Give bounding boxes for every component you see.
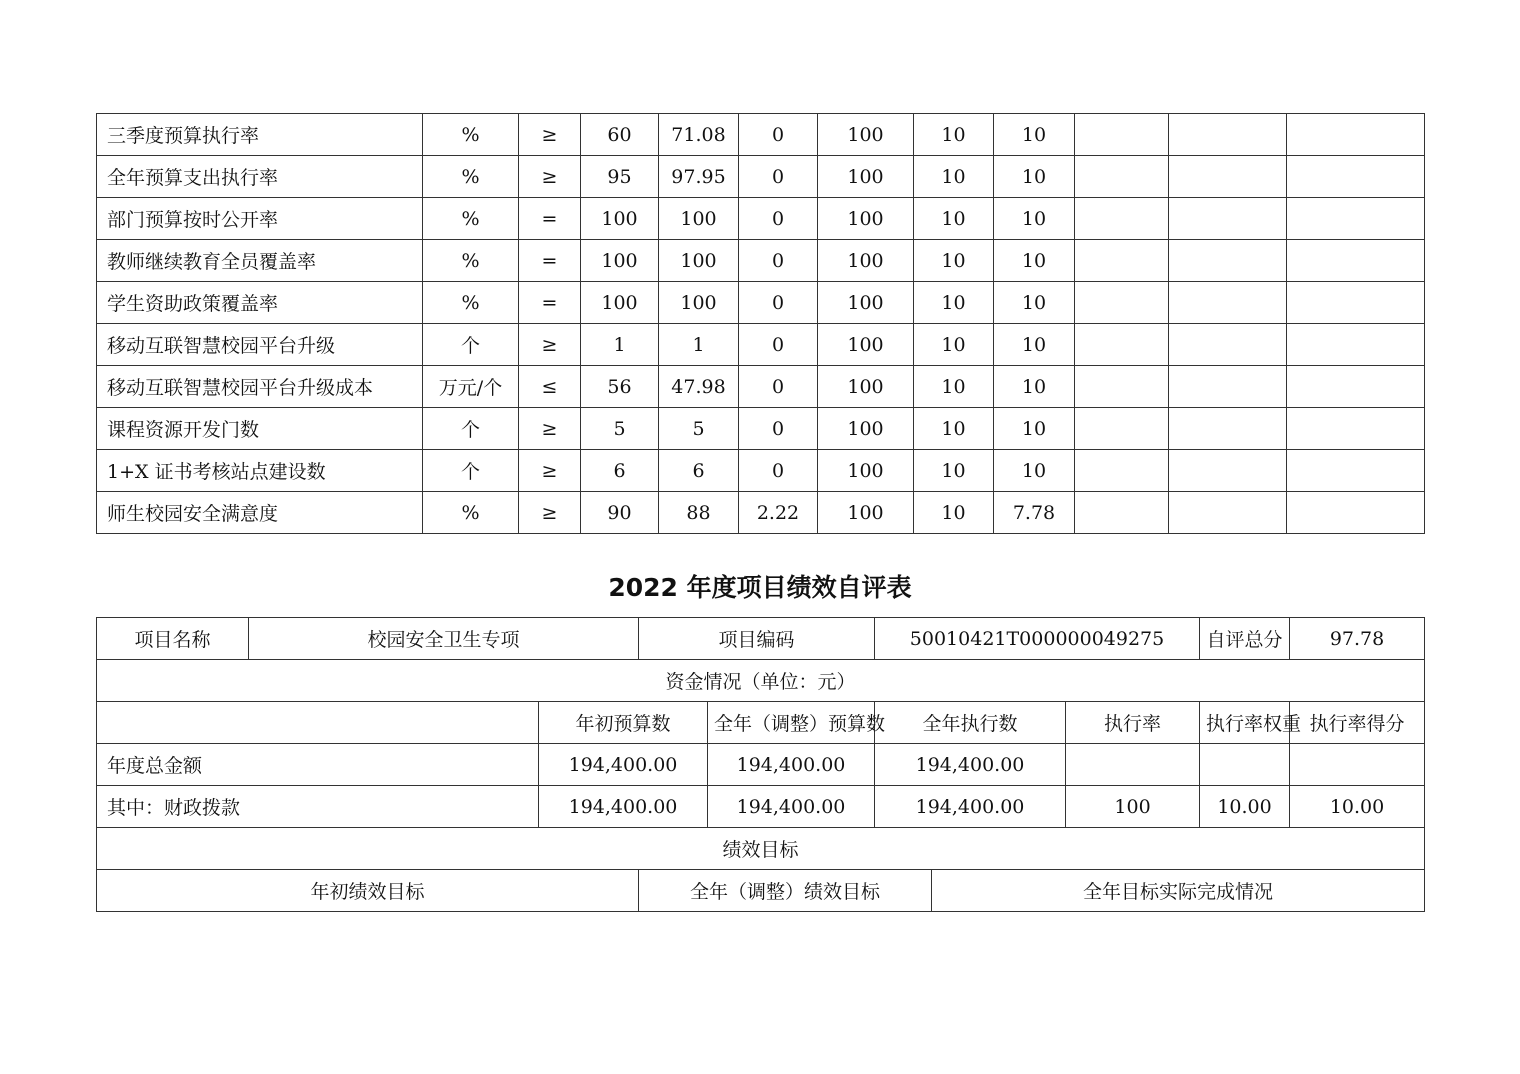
funds-col-executed: 全年执行数 — [875, 702, 1066, 744]
indicator-cell: % — [423, 198, 519, 240]
indicator-cell: 47.98 — [659, 366, 739, 408]
indicator-cell — [1287, 240, 1425, 282]
funds-cell: 194,400.00 — [875, 744, 1066, 786]
indicator-cell: 100 — [818, 156, 914, 198]
funds-col-blank — [97, 702, 539, 744]
indicator-cell — [1169, 156, 1287, 198]
indicator-name: 部门预算按时公开率 — [97, 198, 423, 240]
indicator-cell: 100 — [818, 198, 914, 240]
indicator-cell: 10 — [914, 366, 994, 408]
indicator-cell — [1169, 240, 1287, 282]
indicator-name: 三季度预算执行率 — [97, 114, 423, 156]
indicator-cell — [1169, 450, 1287, 492]
funds-col-rate-score: 执行率得分 — [1290, 702, 1425, 744]
indicator-cell: 10 — [914, 156, 994, 198]
indicator-cell — [1287, 282, 1425, 324]
indicator-cell — [1169, 198, 1287, 240]
indicator-cell: % — [423, 492, 519, 534]
funds-header: 资金情况（单位：元） — [97, 660, 1425, 702]
indicator-cell: 2.22 — [739, 492, 818, 534]
indicator-name: 移动互联智慧校园平台升级成本 — [97, 366, 423, 408]
indicator-cell: ≥ — [519, 450, 581, 492]
indicator-cell: % — [423, 114, 519, 156]
indicator-cell: % — [423, 156, 519, 198]
indicator-cell — [1169, 366, 1287, 408]
project-code-value: 50010421T000000049275 — [875, 618, 1200, 660]
indicator-cell: % — [423, 240, 519, 282]
indicator-cell — [1287, 324, 1425, 366]
indicator-cell: 10 — [914, 282, 994, 324]
indicator-cell: 10 — [994, 114, 1075, 156]
indicator-cell: 71.08 — [659, 114, 739, 156]
indicator-cell: 10 — [914, 324, 994, 366]
indicator-cell — [1287, 114, 1425, 156]
indicator-cell — [1075, 450, 1169, 492]
indicator-cell: ≤ — [519, 366, 581, 408]
indicator-cell — [1169, 492, 1287, 534]
goals-col-initial: 年初绩效目标 — [97, 870, 639, 912]
indicator-cell: = — [519, 240, 581, 282]
indicator-row — [97, 240, 1425, 282]
funds-column-row — [97, 702, 1425, 744]
indicator-cell: 1 — [659, 324, 739, 366]
indicator-cell: 个 — [423, 450, 519, 492]
indicator-cell: 100 — [818, 408, 914, 450]
indicator-row — [97, 450, 1425, 492]
funds-cell — [1066, 744, 1200, 786]
indicator-name: 移动互联智慧校园平台升级 — [97, 324, 423, 366]
indicator-row — [97, 198, 1425, 240]
goals-col-adjusted: 全年（调整）绩效目标 — [639, 870, 932, 912]
total-score-value: 97.78 — [1290, 618, 1425, 660]
indicator-cell: 10 — [994, 450, 1075, 492]
indicator-cell: 100 — [581, 198, 659, 240]
indicator-cell: 100 — [818, 282, 914, 324]
indicator-cell: 10 — [914, 198, 994, 240]
indicator-cell: 0 — [739, 156, 818, 198]
indicator-name: 课程资源开发门数 — [97, 408, 423, 450]
indicator-cell — [1075, 366, 1169, 408]
indicator-cell: = — [519, 282, 581, 324]
indicator-row — [97, 282, 1425, 324]
goals-col-actual: 全年目标实际完成情况 — [932, 870, 1425, 912]
indicator-cell: 100 — [659, 240, 739, 282]
indicator-cell — [1075, 492, 1169, 534]
indicator-cell — [1169, 408, 1287, 450]
funds-row-label: 年度总金额 — [97, 744, 539, 786]
indicator-cell: 10 — [994, 408, 1075, 450]
funds-cell: 10.00 — [1200, 786, 1290, 828]
indicator-cell: 5 — [581, 408, 659, 450]
indicator-row — [97, 492, 1425, 534]
indicator-cell — [1075, 114, 1169, 156]
indicator-cell: 95 — [581, 156, 659, 198]
funds-cell — [1200, 744, 1290, 786]
indicator-name: 学生资助政策覆盖率 — [97, 282, 423, 324]
indicator-cell — [1075, 408, 1169, 450]
funds-col-exec-rate: 执行率 — [1066, 702, 1200, 744]
indicator-cell: 100 — [818, 240, 914, 282]
indicator-cell: 10 — [994, 240, 1075, 282]
indicator-name: 师生校园安全满意度 — [97, 492, 423, 534]
indicator-cell: 6 — [659, 450, 739, 492]
indicator-cell — [1075, 240, 1169, 282]
indicator-cell — [1169, 282, 1287, 324]
indicator-cell — [1287, 450, 1425, 492]
indicator-name: 1+X 证书考核站点建设数 — [97, 450, 423, 492]
indicator-cell: 100 — [659, 198, 739, 240]
funds-col-initial-budget: 年初预算数 — [539, 702, 708, 744]
indicator-cell: 个 — [423, 324, 519, 366]
indicator-row — [97, 324, 1425, 366]
indicator-cell: 5 — [659, 408, 739, 450]
indicator-cell — [1287, 408, 1425, 450]
indicator-cell: 90 — [581, 492, 659, 534]
indicator-cell: 1 — [581, 324, 659, 366]
indicator-cell: 100 — [818, 492, 914, 534]
indicator-cell — [1287, 492, 1425, 534]
indicator-cell: 100 — [818, 366, 914, 408]
indicator-cell: 7.78 — [994, 492, 1075, 534]
funds-cell: 100 — [1066, 786, 1200, 828]
indicator-cell: 0 — [739, 114, 818, 156]
indicator-cell: 0 — [739, 282, 818, 324]
indicator-cell: 个 — [423, 408, 519, 450]
indicator-cell: % — [423, 282, 519, 324]
indicator-cell: 100 — [818, 324, 914, 366]
indicator-cell: 0 — [739, 240, 818, 282]
project-name-label: 项目名称 — [97, 618, 249, 660]
indicator-table — [96, 113, 1425, 534]
project-code-label: 项目编码 — [639, 618, 875, 660]
indicator-cell: 100 — [581, 240, 659, 282]
indicator-cell: 100 — [818, 114, 914, 156]
indicator-name: 教师继续教育全员覆盖率 — [97, 240, 423, 282]
indicator-cell: 100 — [818, 450, 914, 492]
project-info-row — [97, 618, 1425, 660]
funds-cell: 10.00 — [1290, 786, 1425, 828]
indicator-cell — [1287, 198, 1425, 240]
funds-col-rate-weight: 执行率权重 — [1200, 702, 1290, 744]
funds-cell: 194,400.00 — [875, 786, 1066, 828]
indicator-cell: 56 — [581, 366, 659, 408]
indicator-cell: ≥ — [519, 324, 581, 366]
indicator-cell — [1075, 156, 1169, 198]
indicator-cell: 60 — [581, 114, 659, 156]
indicator-cell — [1075, 324, 1169, 366]
funds-cell — [1290, 744, 1425, 786]
indicator-cell — [1075, 198, 1169, 240]
indicator-cell: 10 — [914, 450, 994, 492]
goals-column-row — [97, 870, 1425, 912]
indicator-cell: 0 — [739, 324, 818, 366]
indicator-cell: 100 — [581, 282, 659, 324]
funds-cell: 194,400.00 — [708, 786, 875, 828]
indicator-cell: 10 — [994, 156, 1075, 198]
indicator-cell: 10 — [994, 324, 1075, 366]
indicator-cell: 88 — [659, 492, 739, 534]
indicator-cell: ≥ — [519, 114, 581, 156]
funds-row-label: 其中：财政拨款 — [97, 786, 539, 828]
indicator-cell: 10 — [994, 282, 1075, 324]
indicator-cell — [1287, 366, 1425, 408]
self-eval-table — [96, 617, 1425, 912]
indicator-cell: 10 — [914, 240, 994, 282]
indicator-row — [97, 156, 1425, 198]
indicator-row — [97, 366, 1425, 408]
indicator-cell: ≥ — [519, 492, 581, 534]
funds-cell: 194,400.00 — [539, 744, 708, 786]
project-name-value: 校园安全卫生专项 — [249, 618, 639, 660]
indicator-name: 全年预算支出执行率 — [97, 156, 423, 198]
indicator-cell — [1287, 156, 1425, 198]
indicator-cell — [1169, 324, 1287, 366]
indicator-cell: = — [519, 198, 581, 240]
page-title: 2022 年度项目绩效自评表 — [608, 573, 912, 602]
indicator-cell: 0 — [739, 408, 818, 450]
indicator-cell: 97.95 — [659, 156, 739, 198]
funds-col-adjusted-budget: 全年（调整）预算数 — [708, 702, 875, 744]
indicator-cell: 0 — [739, 198, 818, 240]
indicator-cell: 10 — [994, 366, 1075, 408]
funds-row — [97, 786, 1425, 828]
total-score-label: 自评总分 — [1200, 618, 1290, 660]
indicator-cell: 万元/个 — [423, 366, 519, 408]
indicator-cell: 100 — [659, 282, 739, 324]
indicator-cell: ≥ — [519, 156, 581, 198]
indicator-cell — [1169, 114, 1287, 156]
indicator-cell: 0 — [739, 450, 818, 492]
indicator-cell: 10 — [994, 198, 1075, 240]
indicator-cell: 0 — [739, 366, 818, 408]
indicator-cell — [1075, 282, 1169, 324]
funds-cell: 194,400.00 — [708, 744, 875, 786]
goals-header: 绩效目标 — [97, 828, 1425, 870]
indicator-row — [97, 408, 1425, 450]
funds-cell: 194,400.00 — [539, 786, 708, 828]
indicator-cell: 6 — [581, 450, 659, 492]
indicator-cell: 10 — [914, 492, 994, 534]
funds-row — [97, 744, 1425, 786]
indicator-row — [97, 114, 1425, 156]
indicator-cell: 10 — [914, 408, 994, 450]
indicator-cell: 10 — [914, 114, 994, 156]
indicator-cell: ≥ — [519, 408, 581, 450]
